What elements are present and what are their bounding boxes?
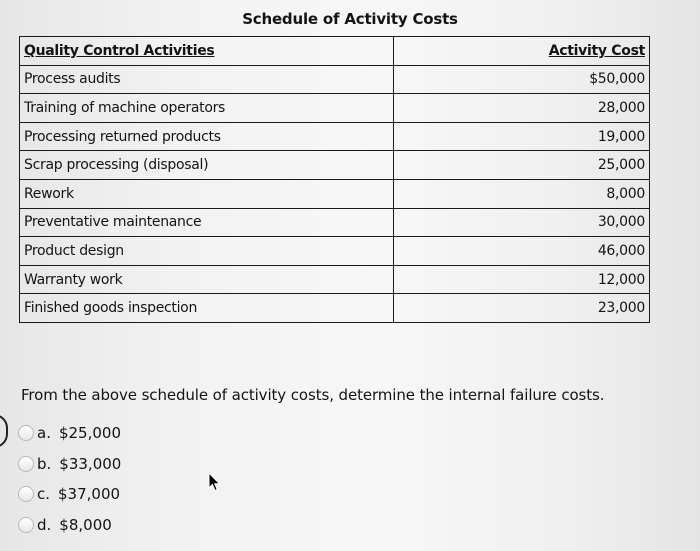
radio-button-b[interactable] bbox=[18, 456, 34, 472]
table-header-row bbox=[20, 37, 650, 66]
table-row bbox=[20, 151, 650, 180]
option-value: $8,000 bbox=[59, 515, 112, 534]
table-row bbox=[20, 294, 650, 323]
activity-name: Process audits bbox=[20, 65, 394, 94]
table-row bbox=[20, 122, 650, 151]
schedule-title: Schedule of Activity Costs bbox=[242, 10, 458, 28]
header-quality-control-activities: Quality Control Activities bbox=[20, 37, 394, 66]
activity-cost-table bbox=[19, 36, 650, 323]
table-row bbox=[20, 94, 650, 123]
activity-name: Preventative maintenance bbox=[20, 208, 394, 237]
option-letter: d. bbox=[37, 515, 52, 534]
header-activity-cost: Activity Cost bbox=[394, 37, 650, 66]
activity-name: Finished goods inspection bbox=[20, 294, 394, 323]
activity-cost: 46,000 bbox=[394, 237, 650, 266]
option-b[interactable] bbox=[18, 449, 121, 480]
activity-name: Processing returned products bbox=[20, 122, 394, 151]
table-row bbox=[20, 208, 650, 237]
activity-name: Warranty work bbox=[20, 265, 394, 294]
radio-button-c[interactable] bbox=[18, 486, 34, 502]
activity-cost: 30,000 bbox=[394, 208, 650, 237]
option-value: $33,000 bbox=[59, 454, 122, 473]
activity-cost: $50,000 bbox=[394, 65, 650, 94]
radio-button-a[interactable] bbox=[18, 425, 34, 441]
activity-name: Training of machine operators bbox=[20, 94, 394, 123]
activity-cost: 28,000 bbox=[394, 94, 650, 123]
mouse-pointer-icon bbox=[208, 472, 220, 492]
option-c[interactable] bbox=[18, 479, 121, 510]
answer-options bbox=[18, 418, 121, 540]
table-row bbox=[20, 265, 650, 294]
option-a[interactable] bbox=[18, 418, 121, 449]
table-row bbox=[20, 237, 650, 266]
option-value: $37,000 bbox=[58, 485, 121, 504]
activity-cost: 23,000 bbox=[394, 294, 650, 323]
activity-cost: 12,000 bbox=[394, 265, 650, 294]
activity-cost: 19,000 bbox=[394, 122, 650, 151]
radio-button-d[interactable] bbox=[18, 517, 34, 533]
table-row bbox=[20, 65, 650, 94]
selection-bracket bbox=[0, 414, 8, 448]
activity-cost: 8,000 bbox=[394, 179, 650, 208]
option-letter: a. bbox=[37, 424, 51, 443]
option-letter: c. bbox=[37, 485, 51, 504]
activity-name: Rework bbox=[20, 179, 394, 208]
table-row bbox=[20, 179, 650, 208]
activity-cost: 25,000 bbox=[394, 151, 650, 180]
activity-name: Scrap processing (disposal) bbox=[20, 151, 394, 180]
activity-name: Product design bbox=[20, 237, 394, 266]
option-d[interactable] bbox=[18, 510, 121, 541]
option-value: $25,000 bbox=[58, 424, 121, 443]
question-text: From the above schedule of activity costs, determine the internal failure costs. bbox=[21, 386, 605, 404]
option-letter: b. bbox=[37, 454, 52, 473]
